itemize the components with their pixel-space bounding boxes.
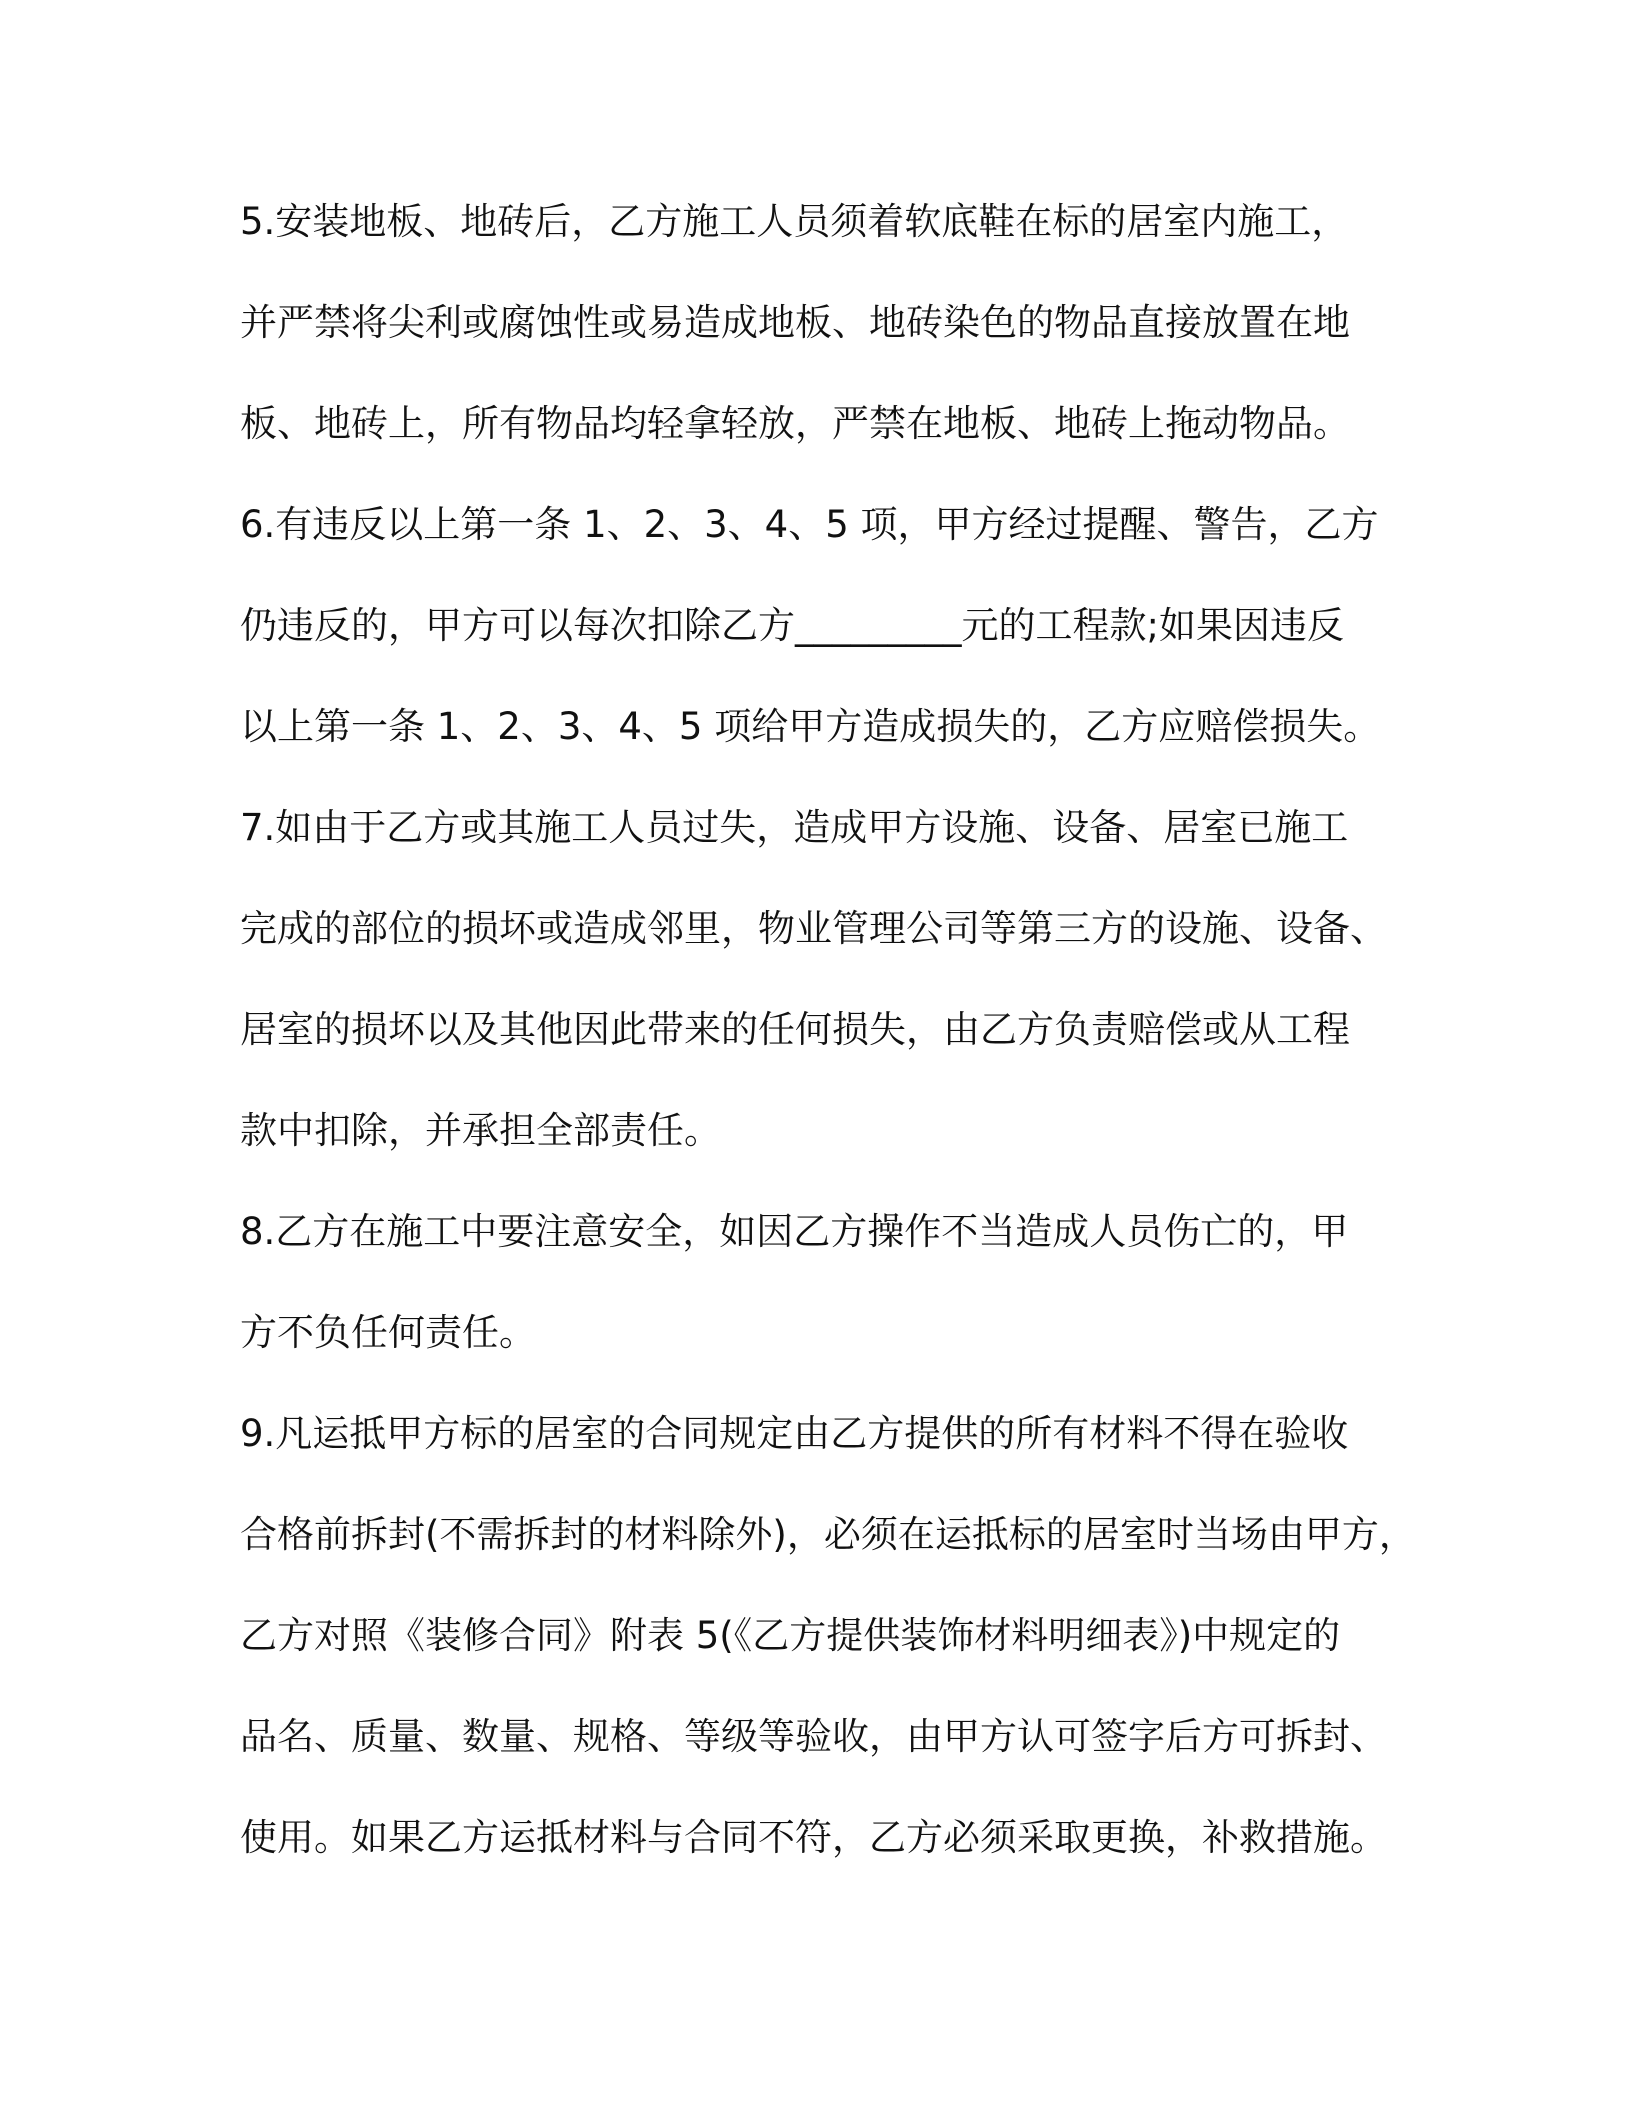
text-line: 居室的损坏以及其他因此带来的任何损失，由乙方负责赔偿或从工程 [240,1008,1350,1051]
text-line: 乙方对照《装修合同》附表 5(《乙方提供装饰材料明细表》)中规定的 [240,1614,1341,1657]
text-line: 8.乙方在施工中要注意安全，如因乙方操作不当造成人员伤亡的，甲 [240,1210,1349,1253]
text-line: 并严禁将尖利或腐蚀性或易造成地板、地砖染色的物品直接放置在地 [240,301,1350,344]
text-line: 使用。如果乙方运抵材料与合同不符，乙方必须采取更换，补救措施。 [240,1816,1387,1859]
text-line: 完成的部位的损坏或造成邻里，物业管理公司等第三方的设施、设备、 [240,907,1387,950]
text-line: 仍违反的，甲方可以每次扣除乙方_________元的工程款;如果因违反 [240,604,1344,647]
text-line: 7.如由于乙方或其施工人员过失，造成甲方设施、设备、居室已施工 [240,806,1349,849]
text-line: 方不负任何责任。 [240,1311,536,1354]
text-line: 6.有违反以上第一条 1、2、3、4、5 项，甲方经过提醒、警告，乙方 [240,503,1379,546]
text-line: 板、地砖上，所有物品均轻拿轻放，严禁在地板、地砖上拖动物品。 [240,402,1350,445]
text-line: 9.凡运抵甲方标的居室的合同规定由乙方提供的所有材料不得在验收 [240,1412,1349,1455]
text-line: 款中扣除，并承担全部责任。 [240,1109,721,1152]
text-line: 合格前拆封(不需拆封的材料除外)，必须在运抵标的居室时当场由甲方， [240,1513,1416,1556]
text-line: 品名、质量、数量、规格、等级等验收，由甲方认可签字后方可拆封、 [240,1715,1387,1758]
text-line: 以上第一条 1、2、3、4、5 项给甲方造成损失的，乙方应赔偿损失。 [240,705,1381,748]
text-line: 5.安装地板、地砖后，乙方施工人员须着软底鞋在标的居室内施工， [240,200,1349,243]
